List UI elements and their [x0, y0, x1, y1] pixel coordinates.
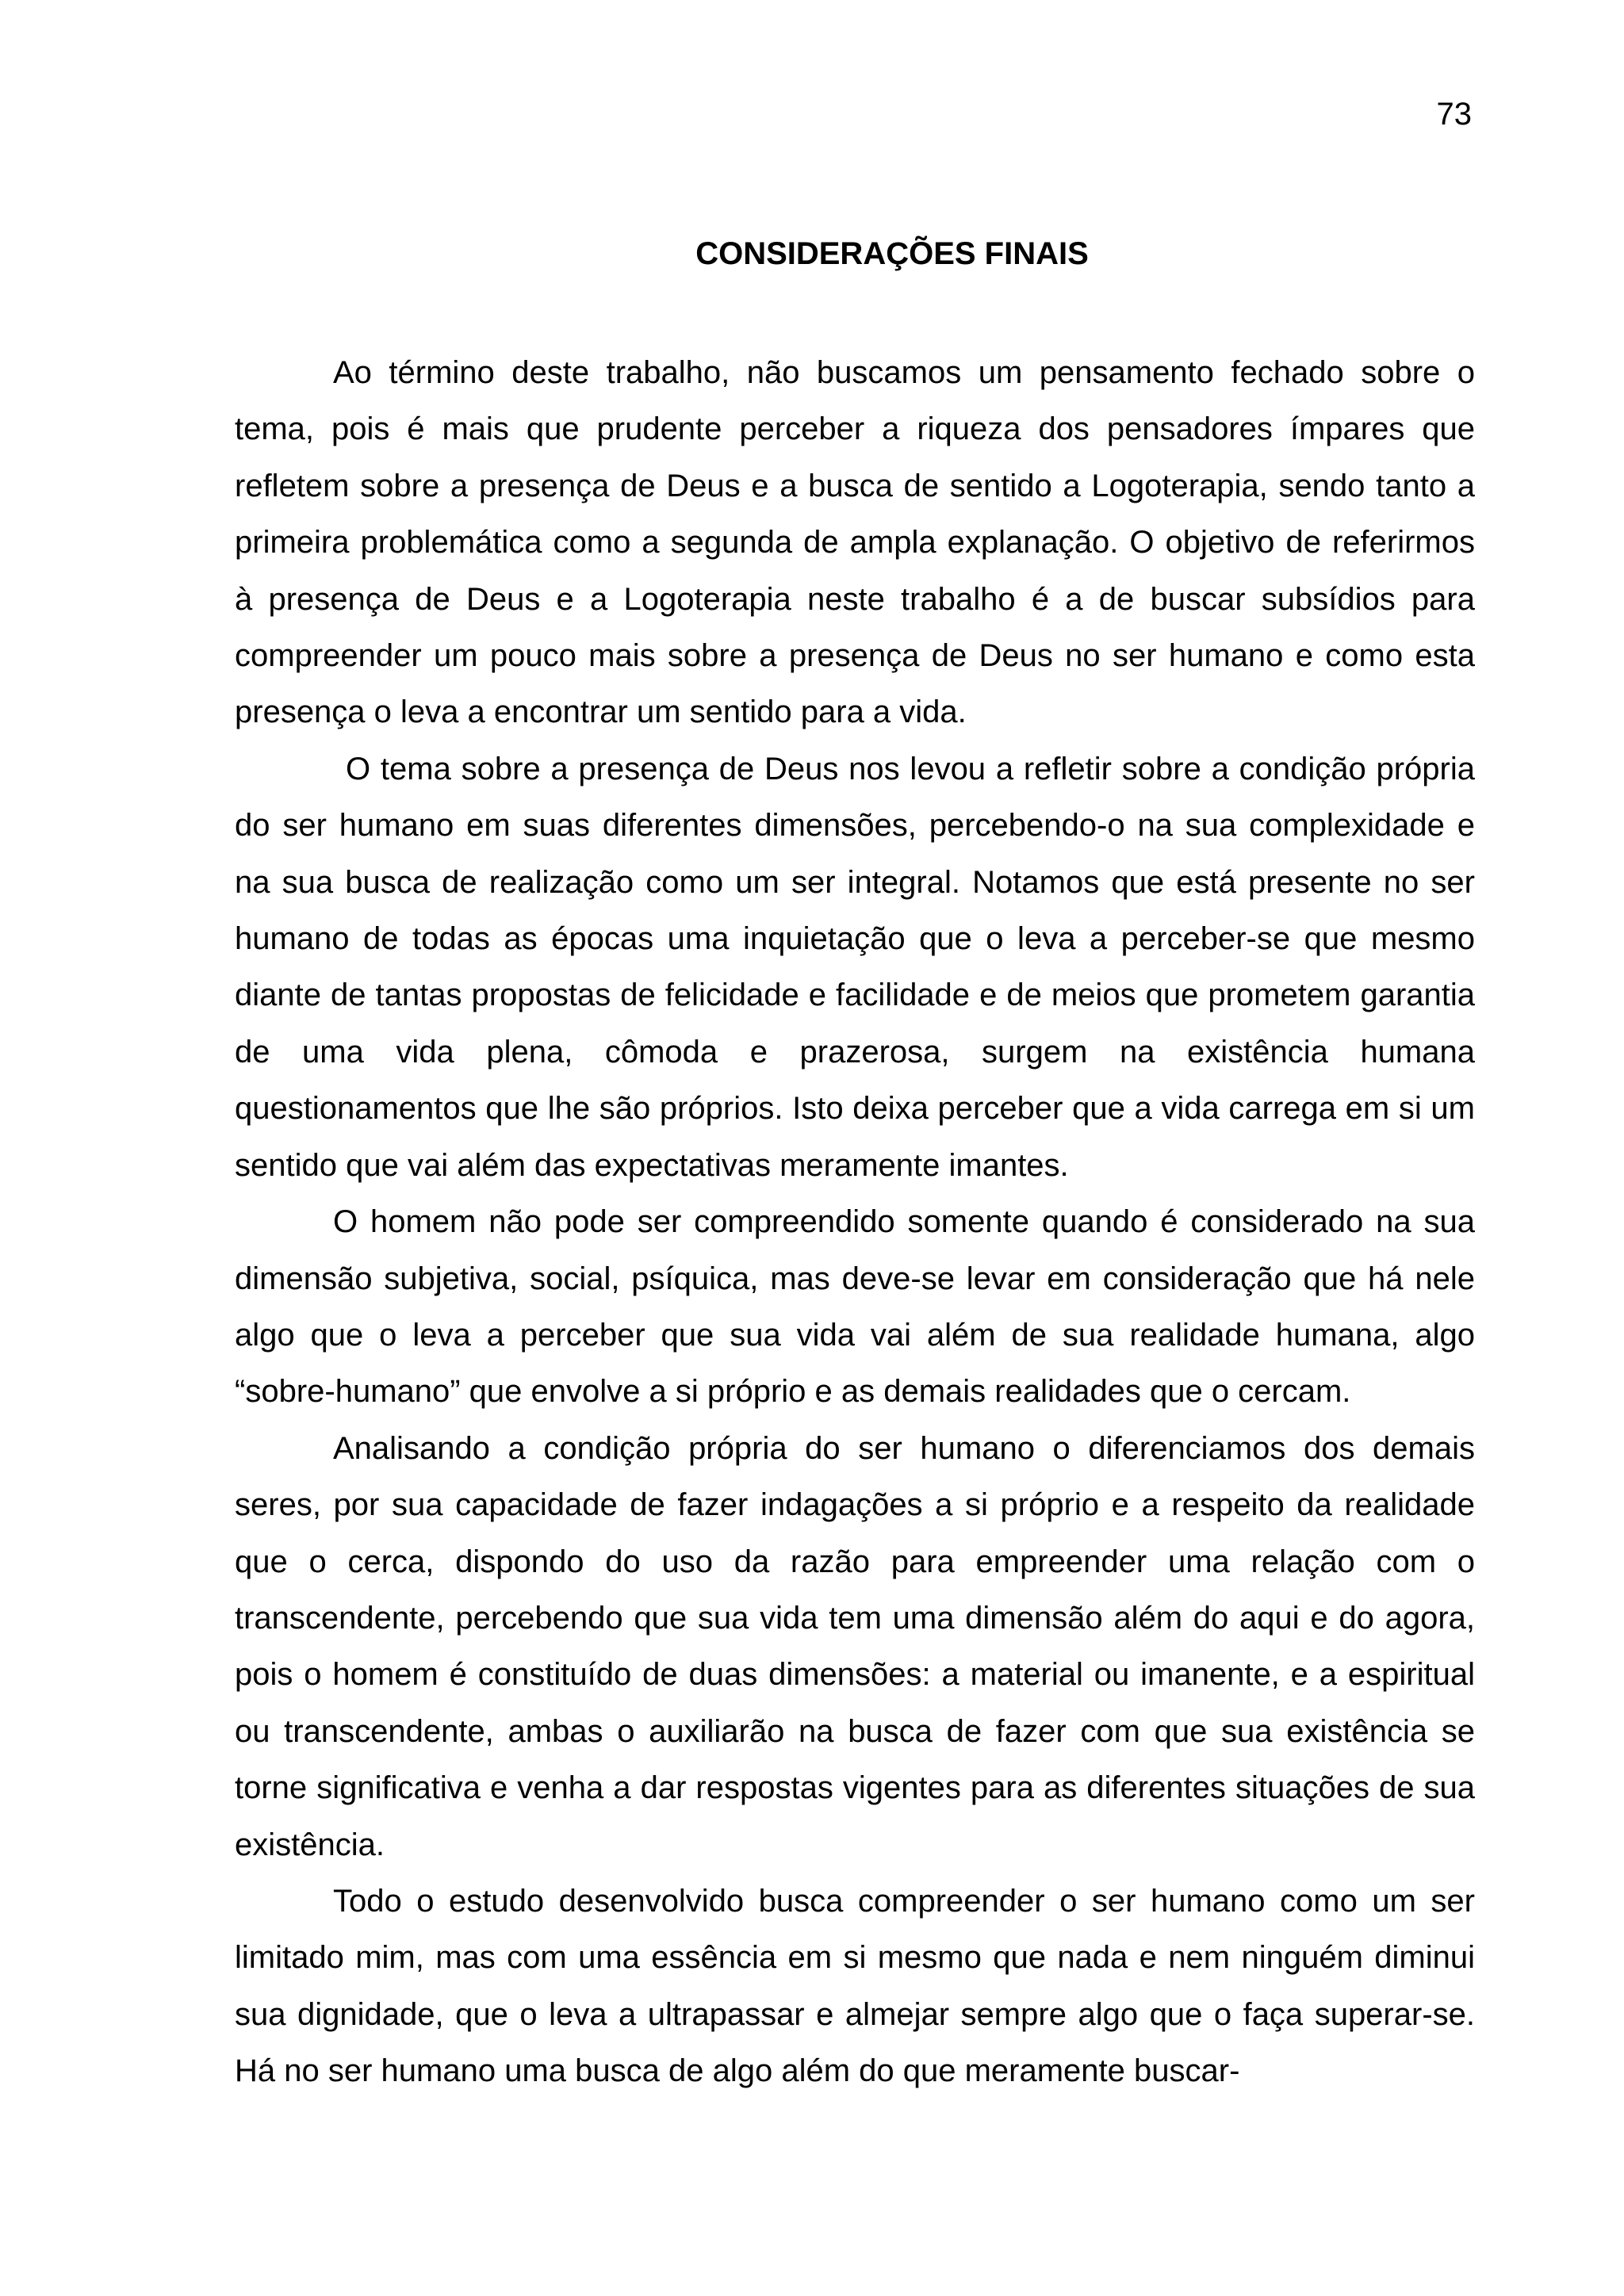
paragraph-2: O tema sobre a presença de Deus nos levou a refletir sobre a condição própria do ser humano em suas diferentes dimensões, percebendo-o na sua complexidade e na sua busca de realização como um ser integral. Notamos que está presente no ser humano de todas as épocas uma inquietação que o leva a perceber-se que mesmo diante de tantas propostas de felicidade e facilidade e de meios que prometem garantia de uma vida plena, cômoda e prazerosa, surgem na existência humana questionamentos que lhe são próprios. Isto deixa perceber que a vida carrega em si um sentido que vai além das expectativas meramente imantes.	[235, 751, 1475, 1183]
paragraph-5: Todo o estudo desenvolvido busca compreender o ser humano como um ser limitado mim, mas com uma essência em si mesmo que nada e nem ninguém diminui sua dignidade, que o leva a ultrapassar e almejar sempre algo que o faça superar-se. Há no ser humano uma busca de algo além do que meramente buscar-	[235, 1883, 1475, 2089]
paragraph-1: Ao término deste trabalho, não buscamos um pensamento fechado sobre o tema, pois é mais que prudente perceber a riqueza dos pensadores ímpares que refletem sobre a presença de Deus e a busca de sentido a Logoterapia, sendo tanto a primeira problemática como a segunda de ampla explanação. O objetivo de referirmos à presença de Deus e a Logoterapia neste trabalho é a de buscar subsídios para compreender um pouco mais sobre a presença de Deus no ser humano e como esta presença o leva a encontrar um sentido para a vida.	[235, 355, 1475, 730]
section-heading: CONSIDERAÇÕES FINAIS	[695, 236, 1089, 271]
page-number: 73	[1436, 97, 1472, 132]
paragraph-4: Analisando a condição própria do ser humano o diferenciamos dos demais seres, por sua capacidade de fazer indagações a si próprio e a respeito da realidade que o cerca, dispondo do uso da razão para empreender uma relação com o transcendente, percebendo que sua vida tem uma dimensão além do aqui e do agora, pois o homem é constituído de duas dimensões: a material ou imanente, e a espiritual ou transcendente, ambas o auxiliarão na busca de fazer com que sua existência se torne significativa e venha a dar respostas vigentes para as diferentes situações de sua existência.	[235, 1430, 1475, 1862]
paragraph-3: O homem não pode ser compreendido somente quando é considerado na sua dimensão subjetiva, social, psíquica, mas deve-se levar em consideração que há nele algo que o leva a perceber que sua vida vai além de sua realidade humana, algo “sobre-humano” que envolve a si próprio e as demais realidades que o cercam.	[235, 1204, 1475, 1410]
body-text	[235, 345, 1475, 2100]
